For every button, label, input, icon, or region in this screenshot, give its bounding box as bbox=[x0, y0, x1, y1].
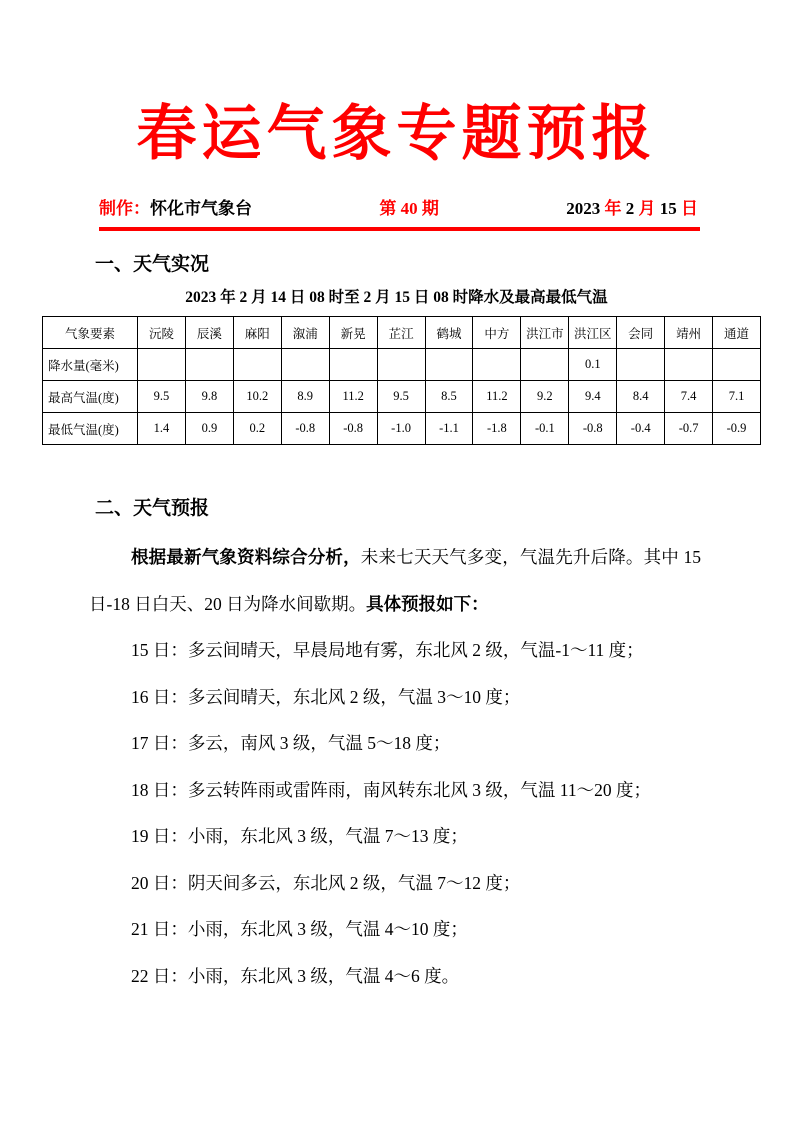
producer-label: 制作： bbox=[99, 199, 150, 218]
date-month-unit: 月 bbox=[638, 199, 656, 218]
table-cell-value: 11.2 bbox=[329, 381, 377, 413]
red-divider bbox=[99, 227, 700, 231]
table-cell-value: 10.2 bbox=[233, 381, 281, 413]
table-cell-value bbox=[617, 349, 665, 381]
date-month: 2 bbox=[625, 199, 635, 218]
document-title: 春运气象专题预报 bbox=[136, 99, 657, 169]
table-cell-value: 11.2 bbox=[473, 381, 521, 413]
table-station-header: 新晃 bbox=[329, 317, 377, 349]
issue-date bbox=[566, 196, 698, 222]
table-cell-value bbox=[713, 349, 761, 381]
table-station-header: 沅陵 bbox=[138, 317, 186, 349]
table-cell-value: 9.5 bbox=[377, 381, 425, 413]
table-row-label: 最低气温(度) bbox=[43, 413, 138, 445]
table-cell-value bbox=[329, 349, 377, 381]
weather-table-title: 2023 年 2 月 14 日 08 时至 2 月 15 日 08 时降水及最高最低气温 bbox=[185, 289, 608, 306]
table-cell-value: 8.9 bbox=[281, 381, 329, 413]
table-cell-value: 0.2 bbox=[233, 413, 281, 445]
table-cell-value: 7.1 bbox=[713, 381, 761, 413]
table-station-header: 鹤城 bbox=[425, 317, 473, 349]
forecast-line: 18 日：多云转阵雨或雷阵雨，南风转东北风 3 级，气温 11～20 度； bbox=[131, 779, 651, 800]
table-cell-value: -0.8 bbox=[281, 413, 329, 445]
forecast-body bbox=[89, 534, 701, 999]
table-station-header: 麻阳 bbox=[233, 317, 281, 349]
table-cell-value: -1.0 bbox=[377, 413, 425, 445]
intro-bold-tail: 具体预报如下： bbox=[366, 593, 489, 614]
date-year-unit: 年 bbox=[604, 199, 622, 218]
table-corner-header: 气象要素 bbox=[43, 317, 138, 349]
intro-regular: 未来七天天气多变，气温先升后降。其中 15 日-18 日白天、20 日为降水间歇期。 bbox=[89, 547, 702, 614]
table-station-header: 靖州 bbox=[665, 317, 713, 349]
table-cell-value: 8.4 bbox=[617, 381, 665, 413]
forecast-line: 16 日：多云间晴天，东北风 2 级，气温 3～10 度； bbox=[131, 686, 521, 707]
table-cell-value: -0.9 bbox=[713, 413, 761, 445]
forecast-line: 19 日：小雨，东北风 3 级，气温 7～13 度； bbox=[131, 826, 468, 846]
table-cell-value: -0.7 bbox=[665, 413, 713, 445]
table-cell-value: 7.4 bbox=[665, 381, 713, 413]
table-cell-value: -0.8 bbox=[329, 413, 377, 445]
table-station-header: 会同 bbox=[617, 317, 665, 349]
table-cell-value: 9.4 bbox=[569, 381, 617, 413]
table-row-label: 最高气温(度) bbox=[43, 381, 138, 413]
table-cell-value bbox=[281, 349, 329, 381]
producer-value: 怀化市气象台 bbox=[150, 199, 252, 218]
table-cell-value: 0.9 bbox=[185, 413, 233, 445]
table-cell-value bbox=[377, 349, 425, 381]
table-cell-value bbox=[521, 349, 569, 381]
table-cell-value: 8.5 bbox=[425, 381, 473, 413]
forecast-line: 17 日：多云，南风 3 级，气温 5～18 度； bbox=[131, 733, 451, 753]
table-cell-value: 9.8 bbox=[185, 381, 233, 413]
forecast-line: 15 日：多云间晴天，早晨局地有雾，东北风 2 级，气温-1～11 度； bbox=[131, 640, 644, 660]
weather-table bbox=[42, 316, 761, 445]
table-cell-value: -1.8 bbox=[473, 413, 521, 445]
table-row bbox=[43, 381, 761, 413]
date-year: 2023 bbox=[566, 199, 601, 218]
table-cell-value bbox=[138, 349, 186, 381]
table-cell-value: -1.1 bbox=[425, 413, 473, 445]
table-cell-value: -0.4 bbox=[617, 413, 665, 445]
intro-paragraph bbox=[89, 534, 701, 627]
table-header-row bbox=[43, 317, 761, 349]
table-cell-value: 9.5 bbox=[138, 381, 186, 413]
forecast-line: 20 日：阴天间多云，东北风 2 级，气温 7～12 度； bbox=[131, 872, 521, 893]
document-meta-row bbox=[99, 196, 698, 222]
table-row-label: 降水量(毫米) bbox=[43, 349, 138, 381]
table-cell-value: -0.8 bbox=[569, 413, 617, 445]
table-cell-value: -0.1 bbox=[521, 413, 569, 445]
issue-number: 第 40 期 bbox=[379, 199, 439, 218]
forecast-line: 21 日：小雨，东北风 3 级，气温 4～10 度； bbox=[131, 919, 468, 939]
table-row bbox=[43, 413, 761, 445]
section-1-heading: 一、天气实况 bbox=[95, 254, 210, 275]
table-cell-value bbox=[233, 349, 281, 381]
table-station-header: 洪江市 bbox=[521, 317, 569, 349]
table-cell-value bbox=[425, 349, 473, 381]
table-station-header: 芷江 bbox=[377, 317, 425, 349]
table-cell-value: 1.4 bbox=[138, 413, 186, 445]
table-cell-value: 9.2 bbox=[521, 381, 569, 413]
intro-bold-lead: 根据最新气象资料综合分析， bbox=[131, 547, 361, 567]
producer bbox=[99, 196, 252, 222]
table-cell-value bbox=[473, 349, 521, 381]
table-cell-value bbox=[665, 349, 713, 381]
section-2-heading: 二、天气预报 bbox=[95, 498, 210, 519]
table-row bbox=[43, 349, 761, 381]
date-day: 15 bbox=[659, 199, 677, 218]
table-cell-value: 0.1 bbox=[569, 349, 617, 381]
table-station-header: 溆浦 bbox=[281, 317, 329, 349]
table-station-header: 辰溪 bbox=[185, 317, 233, 349]
table-station-header: 洪江区 bbox=[569, 317, 617, 349]
table-station-header: 通道 bbox=[713, 317, 761, 349]
table-station-header: 中方 bbox=[473, 317, 521, 349]
table-cell-value bbox=[185, 349, 233, 381]
date-day-unit: 日 bbox=[681, 199, 698, 218]
forecast-line: 22 日：小雨，东北风 3 级，气温 4～6 度。 bbox=[131, 965, 460, 986]
forecast-list bbox=[89, 627, 701, 999]
